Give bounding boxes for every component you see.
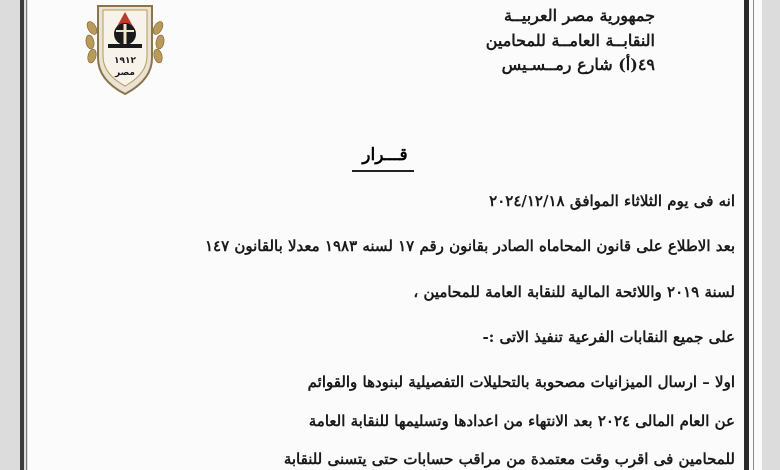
body-line-2: بعد الاطلاع على قانون المحاماه الصادر بقانون رقم ١٧ لسنه ١٩٨٣ معدلا بالقانون ١٤٧ bbox=[204, 237, 735, 255]
decision-title: قـــرار bbox=[362, 145, 408, 165]
body-line-1: انه فى يوم الثلاثاء الموافق ٢٠٢٤/١٢/١٨ bbox=[489, 192, 735, 210]
seal-country: مصر bbox=[114, 68, 136, 78]
body-line-3: لسنة ٢٠١٩ واللائحة المالية للنقابة العامة للمحامين ، bbox=[413, 283, 735, 301]
page-border-right bbox=[744, 0, 749, 470]
letterhead-country: جمهورية مصر العربيــة bbox=[503, 6, 655, 25]
body-line-6: عن العام المالى ٢٠٢٤ بعد الانتهاء من اعدادها وتسليمها للنقابة العامة bbox=[308, 412, 735, 430]
seal-year: ١٩١٢ bbox=[114, 56, 136, 66]
letterhead-organization: النقابــة العامــة للمحامين bbox=[485, 31, 655, 50]
body-line-5: اولا – ارسال الميزانيات مصحوبة بالتحليلات التفصيلية لبنودها والقوائم bbox=[307, 373, 735, 391]
title-underline bbox=[352, 170, 414, 172]
letterhead-address: ٤٩(أ) شارع رمــسـيس bbox=[501, 55, 655, 74]
page-border-left-inner bbox=[26, 0, 27, 470]
body-line-4: على جميع النقابات الفرعية تنفيذ الاتى :- bbox=[482, 328, 735, 346]
page-border-right-inner bbox=[753, 0, 754, 470]
page-border-left bbox=[20, 0, 24, 470]
bar-association-seal-icon bbox=[82, 0, 168, 96]
body-line-7: للمحامين فى اقرب وقت معتمدة من مراقب حسابات حتى يتسنى للنقابة bbox=[283, 450, 735, 468]
